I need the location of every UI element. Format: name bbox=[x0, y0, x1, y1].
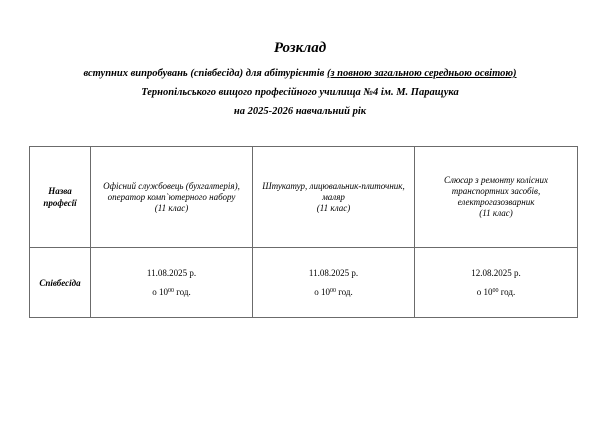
schedule-cell-2 bbox=[253, 248, 415, 318]
exam-date-2: 11.08.2025 р. bbox=[308, 267, 359, 278]
schedule-cell-3 bbox=[415, 248, 578, 318]
document-subtitle bbox=[0, 64, 600, 83]
exam-label: Співбесіда bbox=[39, 277, 81, 288]
academic-year: на 2025-2026 навчальний рік bbox=[233, 106, 367, 117]
subtitle-underlined-text: (з повною загальною середньою освітою) bbox=[326, 68, 517, 79]
profession-grade-1: (11 клас) bbox=[154, 202, 189, 213]
exam-time-3 bbox=[419, 287, 573, 298]
time-minutes: 00 bbox=[492, 287, 499, 294]
institution-name: Тернопільського вищого професійного училища №4 ім. М. Паращука bbox=[141, 87, 459, 98]
schedule-cell-1 bbox=[91, 248, 253, 318]
table-row-interview bbox=[30, 248, 578, 318]
profession-cell-2 bbox=[253, 147, 415, 248]
profession-name-3: Слюсар з ремонту колісних транспортних засобів, електрогазозварник bbox=[444, 175, 548, 207]
time-prefix: о 10 bbox=[476, 286, 493, 297]
exam-label-cell bbox=[30, 248, 91, 318]
profession-grade-3: (11 клас) bbox=[479, 208, 513, 218]
time-minutes: 00 bbox=[329, 287, 336, 294]
profession-cell-3 bbox=[415, 147, 578, 248]
time-prefix: о 10 bbox=[314, 286, 330, 297]
time-suffix: год. bbox=[335, 286, 353, 297]
table-row-professions bbox=[30, 147, 578, 248]
schedule-table bbox=[29, 146, 578, 318]
time-suffix: год. bbox=[173, 286, 191, 297]
profession-header-cell bbox=[30, 147, 91, 248]
document-header bbox=[0, 38, 600, 121]
exam-date-3: 12.08.2025 р. bbox=[471, 267, 521, 278]
subtitle-text: вступних випробувань (співбесіда) для абітурієнтів bbox=[83, 68, 327, 79]
exam-time-2 bbox=[257, 287, 410, 298]
time-minutes: 00 bbox=[167, 287, 174, 294]
exam-date-1: 11.08.2025 р. bbox=[146, 267, 197, 278]
profession-header: Назва професії bbox=[43, 186, 77, 208]
profession-grade-2: (11 клас) bbox=[316, 202, 351, 213]
profession-name-1: Офісний службовець (бухгалтерія), оператор комп`ютерного набору bbox=[103, 180, 240, 202]
profession-name-2: Штукатур, лицювальник-плиточник, маляр bbox=[262, 180, 405, 202]
profession-cell-1 bbox=[91, 147, 253, 248]
time-suffix: год. bbox=[498, 286, 516, 297]
time-prefix: о 10 bbox=[152, 286, 168, 297]
document-title: Розклад bbox=[273, 40, 327, 56]
exam-time-1 bbox=[95, 287, 248, 298]
